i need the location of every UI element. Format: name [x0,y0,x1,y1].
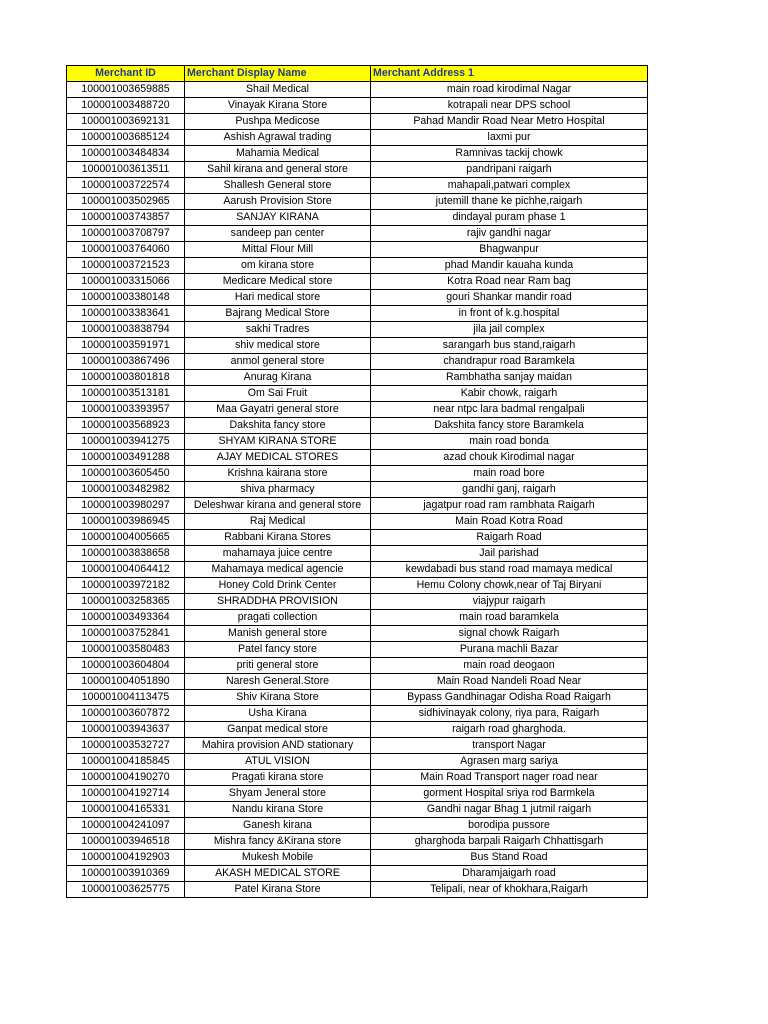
merchant-id-cell[interactable]: 100001003604804 [67,658,185,674]
merchant-id-cell[interactable]: 100001003801818 [67,370,185,386]
table-row [67,866,648,882]
table-row [67,514,648,530]
merchant-address-cell[interactable]: Dakshita fancy store Baramkela [371,418,648,434]
merchant-name-cell[interactable]: Shallesh General store [185,178,371,194]
table-row [67,306,648,322]
merchant-id-cell[interactable]: 100001003315066 [67,274,185,290]
table-row [67,642,648,658]
table-row [67,98,648,114]
table-row [67,562,648,578]
merchant-address-cell[interactable]: Pahad Mandir Road Near Metro Hospital [371,114,648,130]
merchant-name-cell[interactable]: Aarush Provision Store [185,194,371,210]
merchant-address-cell[interactable]: jila jail complex [371,322,648,338]
merchant-id-cell[interactable]: 100001003980297 [67,498,185,514]
merchant-address-cell[interactable]: main road kirodimal Nagar [371,82,648,98]
merchant-id-cell[interactable]: 100001003613511 [67,162,185,178]
merchant-id-cell[interactable]: 100001004051890 [67,674,185,690]
merchant-name-cell[interactable]: ATUL VISION [185,754,371,770]
merchant-address-cell[interactable]: viajypur raigarh [371,594,648,610]
merchant-id-cell[interactable]: 100001003721523 [67,258,185,274]
table-row [67,290,648,306]
merchant-address-cell[interactable]: Agrasen marg sariya [371,754,648,770]
merchant-name-cell[interactable]: Dakshita fancy store [185,418,371,434]
merchant-name-cell[interactable]: om kirana store [185,258,371,274]
merchant-name-cell[interactable]: Pragati kirana store [185,770,371,786]
table-row [67,274,648,290]
table-row [67,82,648,98]
merchant-name-cell[interactable]: Mukesh Mobile [185,850,371,866]
merchant-id-cell[interactable]: 100001003685124 [67,130,185,146]
merchant-address-cell[interactable]: near ntpc lara badmal rengalpali [371,402,648,418]
merchant-address-cell[interactable]: sarangarh bus stand,raigarh [371,338,648,354]
merchant-address-cell[interactable]: mahapali,patwari complex [371,178,648,194]
table-row [67,706,648,722]
merchant-address-cell[interactable]: chandrapur road Baramkela [371,354,648,370]
table-row [67,818,648,834]
merchant-address-cell[interactable]: Kabir chowk, raigarh [371,386,648,402]
table-row [67,370,648,386]
merchant-id-cell[interactable]: 100001003488720 [67,98,185,114]
merchant-name-cell[interactable]: SHRADDHA PROVISION [185,594,371,610]
table-row [67,418,648,434]
merchant-name-cell[interactable]: AJAY MEDICAL STORES [185,450,371,466]
table-row [67,162,648,178]
merchant-name-cell[interactable]: Ganpat medical store [185,722,371,738]
merchant-id-cell[interactable]: 100001003482982 [67,482,185,498]
merchant-name-cell[interactable]: Anurag Kirana [185,370,371,386]
merchant-address-cell[interactable]: main road bore [371,466,648,482]
table-row [67,338,648,354]
merchant-id-cell[interactable]: 100001003484834 [67,146,185,162]
merchant-id-cell[interactable]: 100001003708797 [67,226,185,242]
merchant-address-cell[interactable]: Gandhi nagar Bhag 1 jutmil raigarh [371,802,648,818]
merchant-name-cell[interactable]: Patel fancy store [185,642,371,658]
merchant-id-cell[interactable]: 100001003692131 [67,114,185,130]
merchant-address-cell[interactable]: Ramnivas tackij chowk [371,146,648,162]
merchant-id-cell[interactable]: 100001003532727 [67,738,185,754]
merchant-table [66,65,648,898]
merchant-name-cell[interactable]: Medicare Medical store [185,274,371,290]
merchant-address-cell[interactable]: jutemill thane ke pichhe,raigarh [371,194,648,210]
merchant-name-cell[interactable]: Mahira provision AND stationary [185,738,371,754]
merchant-address-cell[interactable]: azad chouk Kirodimal nagar [371,450,648,466]
merchant-name-cell[interactable]: Om Sai Fruit [185,386,371,402]
merchant-id-cell[interactable]: 100001003986945 [67,514,185,530]
merchant-address-cell[interactable]: Main Road Kotra Road [371,514,648,530]
table-row [67,194,648,210]
merchant-name-cell[interactable]: Mahamia Medical [185,146,371,162]
table-row [67,882,648,898]
merchant-id-cell[interactable]: 100001003764060 [67,242,185,258]
table-row [67,850,648,866]
merchant-address-cell[interactable]: Jail parishad [371,546,648,562]
merchant-id-cell[interactable]: 100001004113475 [67,690,185,706]
merchant-name-cell[interactable]: Deleshwar kirana and general store [185,498,371,514]
table-row [67,434,648,450]
merchant-name-cell[interactable]: SANJAY KIRANA [185,210,371,226]
merchant-name-cell[interactable]: shiva pharmacy [185,482,371,498]
merchant-address-cell[interactable]: Bypass Gandhinagar Odisha Road Raigarh [371,690,648,706]
merchant-address-cell[interactable]: Purana machli Bazar [371,642,648,658]
merchant-name-cell[interactable]: AKASH MEDICAL STORE [185,866,371,882]
header-row [67,66,648,82]
merchant-name-cell[interactable]: Bajrang Medical Store [185,306,371,322]
table-row [67,674,648,690]
merchant-name-cell[interactable]: Sahil kirana and general store [185,162,371,178]
merchant-id-cell[interactable]: 100001003491288 [67,450,185,466]
table-row [67,722,648,738]
merchant-name-cell[interactable]: Maa Gayatri general store [185,402,371,418]
merchant-address-cell[interactable]: gharghoda barpali Raigarh Chhattisgarh [371,834,648,850]
merchant-address-cell[interactable]: Telipali, near of khokhara,Raigarh [371,882,648,898]
merchant-id-cell[interactable]: 100001003393957 [67,402,185,418]
merchant-name-cell[interactable]: priti general store [185,658,371,674]
merchant-address-cell[interactable]: Raigarh Road [371,530,648,546]
merchant-id-cell[interactable]: 100001003625775 [67,882,185,898]
merchant-name-cell[interactable]: Shiv Kirana Store [185,690,371,706]
merchant-name-cell[interactable]: Manish general store [185,626,371,642]
merchant-id-cell[interactable]: 100001003838658 [67,546,185,562]
merchant-id-cell[interactable]: 100001003258365 [67,594,185,610]
merchant-id-cell[interactable]: 100001003383641 [67,306,185,322]
merchant-id-cell[interactable]: 100001004185845 [67,754,185,770]
table-row [67,530,648,546]
merchant-id-cell[interactable]: 100001003568923 [67,418,185,434]
merchant-address-cell[interactable]: borodipa pussore [371,818,648,834]
merchant-name-cell[interactable]: Shyam Jeneral store [185,786,371,802]
table-row [67,610,648,626]
merchant-name-cell[interactable]: Krishna kairana store [185,466,371,482]
table-row [67,802,648,818]
header-merchant-address[interactable]: Merchant Address 1 [371,66,648,82]
table-row [67,450,648,466]
merchant-address-cell[interactable]: main road baramkela [371,610,648,626]
merchant-address-cell[interactable]: kotrapali near DPS school [371,98,648,114]
merchant-address-cell[interactable]: jagatpur road ram rambhata Raigarh [371,498,648,514]
merchant-id-cell[interactable]: 100001003867496 [67,354,185,370]
merchant-address-cell[interactable]: Dharamjaigarh road [371,866,648,882]
merchant-name-cell[interactable]: Raj Medical [185,514,371,530]
merchant-id-cell[interactable]: 100001004190270 [67,770,185,786]
table-row [67,386,648,402]
merchant-address-cell[interactable]: in front of k.g.hospital [371,306,648,322]
merchant-name-cell[interactable]: Shail Medical [185,82,371,98]
merchant-address-cell[interactable]: kewdabadi bus stand road mamaya medical [371,562,648,578]
merchant-name-cell[interactable]: Ganesh kirana [185,818,371,834]
merchant-name-cell[interactable]: Vinayak Kirana Store [185,98,371,114]
table-row [67,658,648,674]
merchant-id-cell[interactable]: 100001003580483 [67,642,185,658]
merchant-id-cell[interactable]: 100001004192714 [67,786,185,802]
merchant-name-cell[interactable]: Rabbani Kirana Stores [185,530,371,546]
merchant-address-cell[interactable]: Rambhatha sanjay maidan [371,370,648,386]
merchant-id-cell[interactable]: 100001003943637 [67,722,185,738]
table-row [67,754,648,770]
merchant-name-cell[interactable]: Pushpa Medicose [185,114,371,130]
merchant-id-cell[interactable]: 100001003910369 [67,866,185,882]
merchant-address-cell[interactable]: rajiv gandhi nagar [371,226,648,242]
merchant-name-cell[interactable]: sandeep pan center [185,226,371,242]
merchant-address-cell[interactable]: gouri Shankar mandir road [371,290,648,306]
merchant-name-cell[interactable]: Mahamaya medical agencie [185,562,371,578]
merchant-name-cell[interactable]: Patel Kirana Store [185,882,371,898]
merchant-address-cell[interactable]: Bus Stand Road [371,850,648,866]
merchant-address-cell[interactable]: pandripani raigarh [371,162,648,178]
merchant-address-cell[interactable]: dindayal puram phase 1 [371,210,648,226]
table-row [67,402,648,418]
merchant-id-cell[interactable]: 100001003722574 [67,178,185,194]
table-row [67,354,648,370]
table-row [67,466,648,482]
merchant-id-cell[interactable]: 100001003502965 [67,194,185,210]
table-row [67,242,648,258]
merchant-address-cell[interactable]: gandhi ganj, raigarh [371,482,648,498]
table-row [67,114,648,130]
merchant-address-cell[interactable]: Bhagwanpur [371,242,648,258]
header-merchant-display-name[interactable]: Merchant Display Name [185,66,371,82]
table-row [67,786,648,802]
merchant-name-cell[interactable]: sakhi Tradres [185,322,371,338]
header-merchant-id[interactable]: Merchant ID [67,66,185,82]
merchant-id-cell[interactable]: 100001003380148 [67,290,185,306]
table-row [67,210,648,226]
merchant-id-cell[interactable]: 100001003946518 [67,834,185,850]
merchant-address-cell[interactable]: Main Road Transport nager road near [371,770,648,786]
table-body [67,82,648,898]
merchant-id-cell[interactable]: 100001004241097 [67,818,185,834]
table-row [67,482,648,498]
merchant-id-cell[interactable]: 100001003591971 [67,338,185,354]
table-row [67,626,648,642]
merchant-id-cell[interactable]: 100001003941275 [67,434,185,450]
merchant-id-cell[interactable]: 100001003752841 [67,626,185,642]
merchant-address-cell[interactable]: signal chowk Raigarh [371,626,648,642]
table-row [67,690,648,706]
merchant-id-cell[interactable]: 100001004005665 [67,530,185,546]
merchant-address-cell[interactable]: phad Mandir kauaha kunda [371,258,648,274]
merchant-name-cell[interactable]: Naresh General.Store [185,674,371,690]
merchant-address-cell[interactable]: laxmi pur [371,130,648,146]
merchant-name-cell[interactable]: anmol general store [185,354,371,370]
merchant-id-cell[interactable]: 100001003513181 [67,386,185,402]
merchant-address-cell[interactable]: main road bonda [371,434,648,450]
table-row [67,770,648,786]
merchant-address-cell[interactable]: Kotra Road near Ram bag [371,274,648,290]
table-row [67,498,648,514]
table-row [67,834,648,850]
table-row [67,178,648,194]
merchant-address-cell[interactable]: gorment Hospital sriya rod Barmkela [371,786,648,802]
table-row [67,546,648,562]
table-row [67,738,648,754]
table-row [67,226,648,242]
merchant-address-cell[interactable]: Main Road Nandeli Road Near [371,674,648,690]
merchant-address-cell[interactable]: sidhivinayak colony, riya para, Raigarh [371,706,648,722]
merchant-name-cell[interactable]: shiv medical store [185,338,371,354]
merchant-id-cell[interactable]: 100001004192903 [67,850,185,866]
merchant-address-cell[interactable]: main road deogaon [371,658,648,674]
merchant-name-cell[interactable]: Usha Kirana [185,706,371,722]
merchant-id-cell[interactable]: 100001003972182 [67,578,185,594]
table-row [67,130,648,146]
merchant-id-cell[interactable]: 100001004165331 [67,802,185,818]
merchant-id-cell[interactable]: 100001003659885 [67,82,185,98]
merchant-id-cell[interactable]: 100001003607872 [67,706,185,722]
merchant-name-cell[interactable]: Nandu kirana Store [185,802,371,818]
merchant-id-cell[interactable]: 100001003743857 [67,210,185,226]
merchant-id-cell[interactable]: 100001003838794 [67,322,185,338]
merchant-name-cell[interactable]: mahamaya juice centre [185,546,371,562]
merchant-address-cell[interactable]: Hemu Colony chowk,near of Taj Biryani [371,578,648,594]
merchant-address-cell[interactable]: raigarh road gharghoda. [371,722,648,738]
merchant-name-cell[interactable]: SHYAM KIRANA STORE [185,434,371,450]
merchant-name-cell[interactable]: pragati collection [185,610,371,626]
table-row [67,322,648,338]
merchant-name-cell[interactable]: Ashish Agrawal trading [185,130,371,146]
merchant-name-cell[interactable]: Mittal Flour Mill [185,242,371,258]
merchant-id-cell[interactable]: 100001003605450 [67,466,185,482]
merchant-name-cell[interactable]: Hari medical store [185,290,371,306]
table-row [67,594,648,610]
merchant-address-cell[interactable]: transport Nagar [371,738,648,754]
merchant-id-cell[interactable]: 100001004064412 [67,562,185,578]
table-row [67,578,648,594]
merchant-id-cell[interactable]: 100001003493364 [67,610,185,626]
table-row [67,258,648,274]
merchant-name-cell[interactable]: Honey Cold Drink Center [185,578,371,594]
table-row [67,146,648,162]
merchant-name-cell[interactable]: Mishra fancy &Kirana store [185,834,371,850]
